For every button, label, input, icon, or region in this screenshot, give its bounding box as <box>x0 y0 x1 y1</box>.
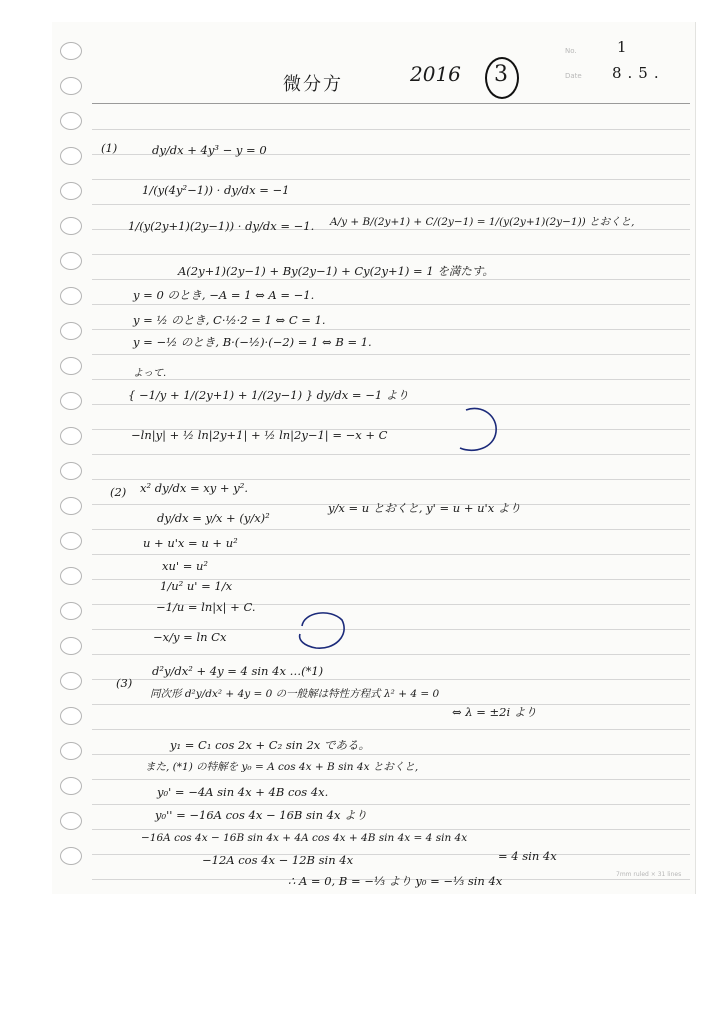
part1-line: y = 0 のとき, −A = 1 ⇔ A = −1. <box>133 288 315 302</box>
part3-line: −12A cos 4x − 12B sin 4x <box>202 853 354 867</box>
part3-line: d²y/dx² + 4y = 4 sin 4x …(*1) <box>152 664 324 678</box>
paper-spec-note: 7mm ruled × 31 lines <box>616 871 682 878</box>
binder-hole <box>60 112 82 130</box>
binder-hole <box>60 777 82 795</box>
binder-hole <box>60 812 82 830</box>
year: 2016 <box>410 62 461 86</box>
part1-line: dy/dx + 4y³ − y = 0 <box>152 143 267 157</box>
binder-hole <box>60 357 82 375</box>
part2-line: dy/dx = y/x + (y/x)² <box>157 511 270 525</box>
part3-line: y₁ = C₁ cos 2x + C₂ sin 2x である。 <box>170 738 370 752</box>
part1-line: A/y + B/(2y+1) + C/(2y−1) = 1/(y(2y+1)(2y−1)) とおくと, <box>330 216 635 228</box>
part3-line: また, (*1) の特解を y₀ = A cos 4x + B sin 4x とおくと, <box>145 761 419 773</box>
header-rule <box>92 103 690 104</box>
no-label: No. <box>565 47 577 55</box>
part2-line: x² dy/dx = xy + y². <box>140 481 248 495</box>
part1-answer: −ln|y| + ½ ln|2y+1| + ½ ln|2y−1| = −x + C <box>131 428 388 442</box>
binder-hole <box>60 182 82 200</box>
part2-label: (2) <box>110 485 127 499</box>
binder-hole <box>60 427 82 445</box>
page-title: 微分方 <box>283 74 343 95</box>
part1-line: y = −½ のとき, B·(−½)·(−2) = 1 ⇔ B = 1. <box>133 335 372 349</box>
binder-hole <box>60 42 82 60</box>
part1-label: (1) <box>101 141 118 155</box>
binder-hole <box>60 672 82 690</box>
binder-hole <box>60 602 82 620</box>
answer-circle-2 <box>290 604 350 654</box>
part2-answer: −x/y = ln Cx <box>153 630 227 644</box>
part2-line: 1/u² u' = 1/x <box>160 579 233 593</box>
binder-hole <box>60 322 82 340</box>
part3-line: y₀'' = −16A cos 4x − 16B sin 4x より <box>155 808 368 822</box>
part1-line: A(2y+1)(2y−1) + By(2y−1) + Cy(2y+1) = 1 を満たす。 <box>178 264 494 278</box>
part1-line: 1/(y(4y²−1)) · dy/dx = −1 <box>142 183 290 197</box>
binder-hole <box>60 742 82 760</box>
binder-hole <box>60 252 82 270</box>
part3-line: −16A cos 4x − 16B sin 4x + 4A cos 4x + 4B sin 4x = 4 sin 4x <box>141 832 468 844</box>
part1-line: 1/(y(2y+1)(2y−1)) · dy/dx = −1. <box>128 219 315 233</box>
binder-hole <box>60 497 82 515</box>
binder-hole <box>60 462 82 480</box>
part3-line: = 4 sin 4x <box>498 849 557 863</box>
binder-hole <box>60 707 82 725</box>
answer-circle-1 <box>448 402 500 456</box>
binder-hole <box>60 287 82 305</box>
problem-number: 3 <box>494 62 508 87</box>
part3-line: 同次形 d²y/dx² + 4y = 0 の一般解は特性方程式 λ² + 4 = 0 <box>150 688 440 700</box>
binder-holes <box>60 30 84 890</box>
part1-line: よって. <box>133 368 167 379</box>
part2-line: u + u'x = u + u² <box>143 536 238 550</box>
binder-hole <box>60 217 82 235</box>
binder-hole <box>60 532 82 550</box>
binder-hole <box>60 567 82 585</box>
part2-line: xu' = u² <box>162 559 209 573</box>
part3-answer: ∴ A = 0, B = −⅓ より y₀ = −⅓ sin 4x <box>288 874 503 888</box>
binder-hole <box>60 847 82 865</box>
part1-line: { −1/y + 1/(2y+1) + 1/(2y−1) } dy/dx = −1 より <box>128 388 409 402</box>
binder-hole <box>60 147 82 165</box>
part3-line: ⇔ λ = ±2i より <box>452 705 537 719</box>
part2-line: y/x = u とおくと, y' = u + u'x より <box>328 501 521 515</box>
date-value: 8.5. <box>612 64 665 82</box>
page-number: 1 <box>617 38 627 56</box>
binder-hole <box>60 77 82 95</box>
part3-label: (3) <box>116 676 133 690</box>
part3-line: y₀' = −4A sin 4x + 4B cos 4x. <box>157 785 329 799</box>
binder-hole <box>60 637 82 655</box>
date-label: Date <box>565 72 582 80</box>
part1-line: y = ½ のとき, C·½·2 = 1 ⇔ C = 1. <box>133 313 326 327</box>
part2-line: −1/u = ln|x| + C. <box>156 600 256 614</box>
binder-hole <box>60 392 82 410</box>
